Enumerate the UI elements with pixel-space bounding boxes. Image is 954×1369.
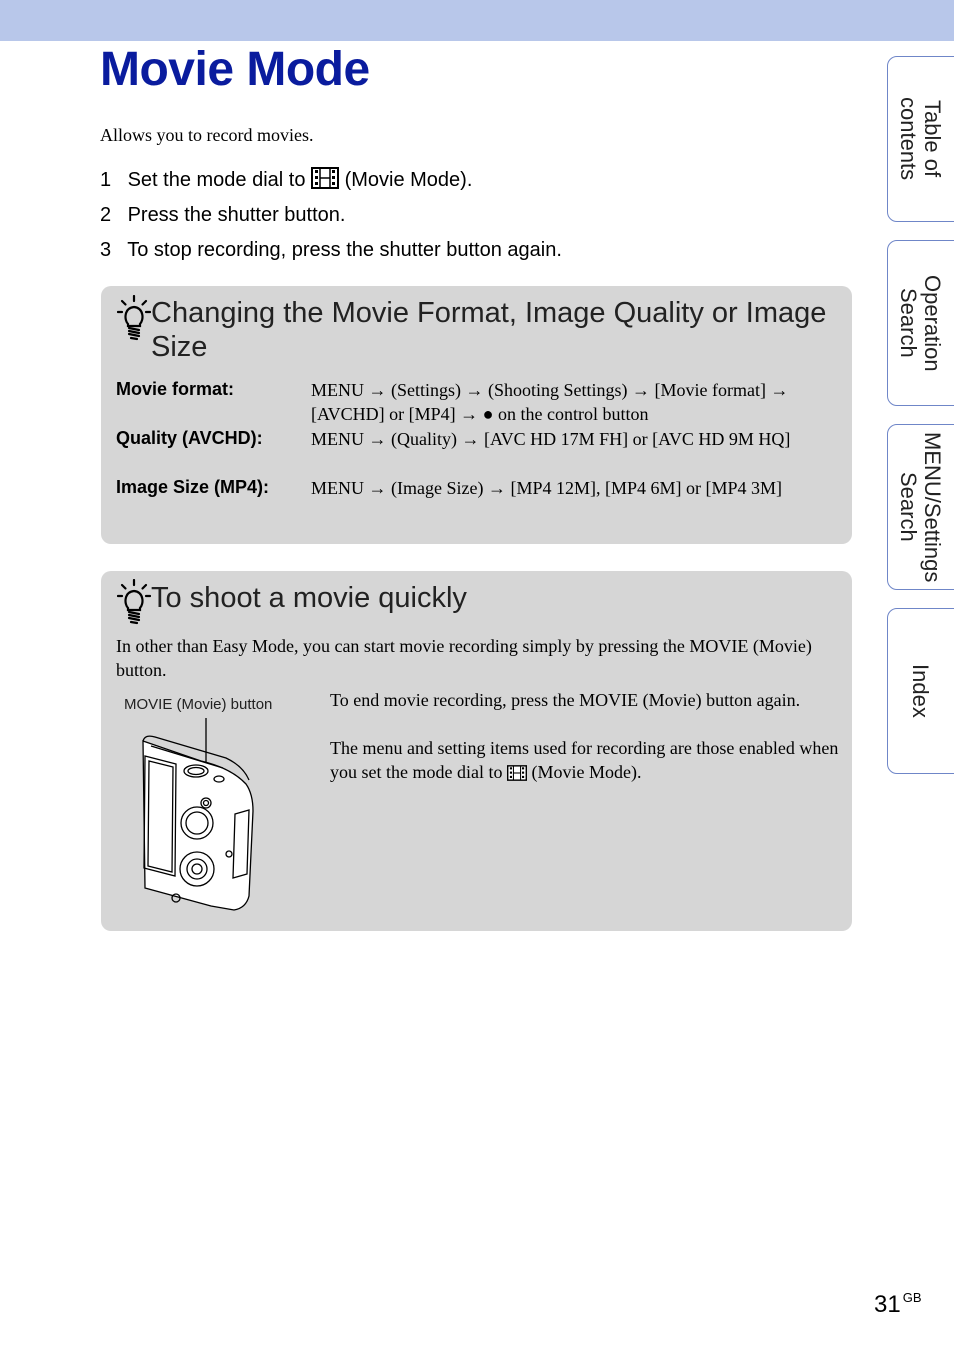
para-text: (Movie Mode). bbox=[531, 762, 642, 782]
tab-label: Operation Search bbox=[896, 274, 945, 372]
tab-operation-search[interactable] bbox=[887, 240, 954, 406]
tab-label: Index bbox=[908, 664, 933, 718]
desc-quality: MENU → (Quality) → [AVC HD 17M FH] or [AVC HD 9M HQ] bbox=[311, 429, 791, 449]
movie-mode-icon bbox=[311, 167, 339, 189]
step-text: Set the mode dial to bbox=[127, 169, 306, 191]
tip-paragraph bbox=[330, 736, 840, 784]
step-2 bbox=[100, 201, 562, 236]
term-image-size: Image Size (MP4): bbox=[116, 477, 270, 497]
movie-mode-icon bbox=[507, 765, 527, 781]
desc-image-size: MENU → (Image Size) → [MP4 12M], [MP4 6M] or [MP4 3M] bbox=[311, 478, 782, 498]
top-band bbox=[0, 0, 954, 41]
tip-box-format bbox=[101, 286, 852, 544]
camera-illustration bbox=[131, 716, 271, 916]
tab-label: Table of contents bbox=[896, 97, 945, 181]
steps-list bbox=[100, 166, 562, 271]
tip-title: To shoot a movie quickly bbox=[151, 582, 467, 614]
tip-title: Changing the Movie Format, Image Quality or Image Size bbox=[151, 297, 827, 363]
tip-box-quick-movie bbox=[101, 571, 852, 931]
tab-menu-settings-search[interactable] bbox=[887, 424, 954, 590]
tip-bulb-icon bbox=[117, 579, 151, 625]
desc-movie-format: MENU → (Settings) → (Shooting Settings) → [Movie format] → [AVCHD] or [MP4] → ● on the control button bbox=[311, 380, 789, 424]
camera-callout-label: MOVIE (Movie) button bbox=[124, 696, 273, 713]
tip-paragraph: In other than Easy Mode, you can start movie recording simply by pressing the MOVIE (Movie) button. bbox=[116, 636, 812, 680]
term-movie-format: Movie format: bbox=[116, 379, 235, 399]
tab-index[interactable] bbox=[887, 608, 954, 774]
term-quality: Quality (AVCHD): bbox=[116, 428, 263, 448]
step-text: Press the shutter button. bbox=[127, 204, 346, 226]
page-number bbox=[874, 1290, 922, 1319]
step-3 bbox=[100, 236, 562, 271]
step-number: 2 bbox=[100, 204, 112, 226]
step-number: 3 bbox=[100, 239, 112, 261]
page-title: Movie Mode bbox=[100, 43, 370, 96]
tip-paragraph: To end movie recording, press the MOVIE (Movie) button again. bbox=[330, 690, 801, 710]
intro-text: Allows you to record movies. bbox=[100, 125, 314, 145]
step-number: 1 bbox=[100, 169, 112, 191]
tab-table-of-contents[interactable] bbox=[887, 56, 954, 222]
page-number-value: 31 bbox=[874, 1291, 901, 1318]
tab-label: MENU/Settings Search bbox=[896, 431, 945, 583]
step-1 bbox=[100, 166, 562, 201]
tip-bulb-icon bbox=[117, 295, 151, 341]
page-number-suffix: GB bbox=[902, 1290, 922, 1305]
para-text: The menu and setting items used for recording are those enabled when you set the mode dial to bbox=[330, 738, 839, 782]
step-text: To stop recording, press the shutter button again. bbox=[127, 239, 562, 261]
step-text: (Movie Mode). bbox=[344, 169, 473, 191]
